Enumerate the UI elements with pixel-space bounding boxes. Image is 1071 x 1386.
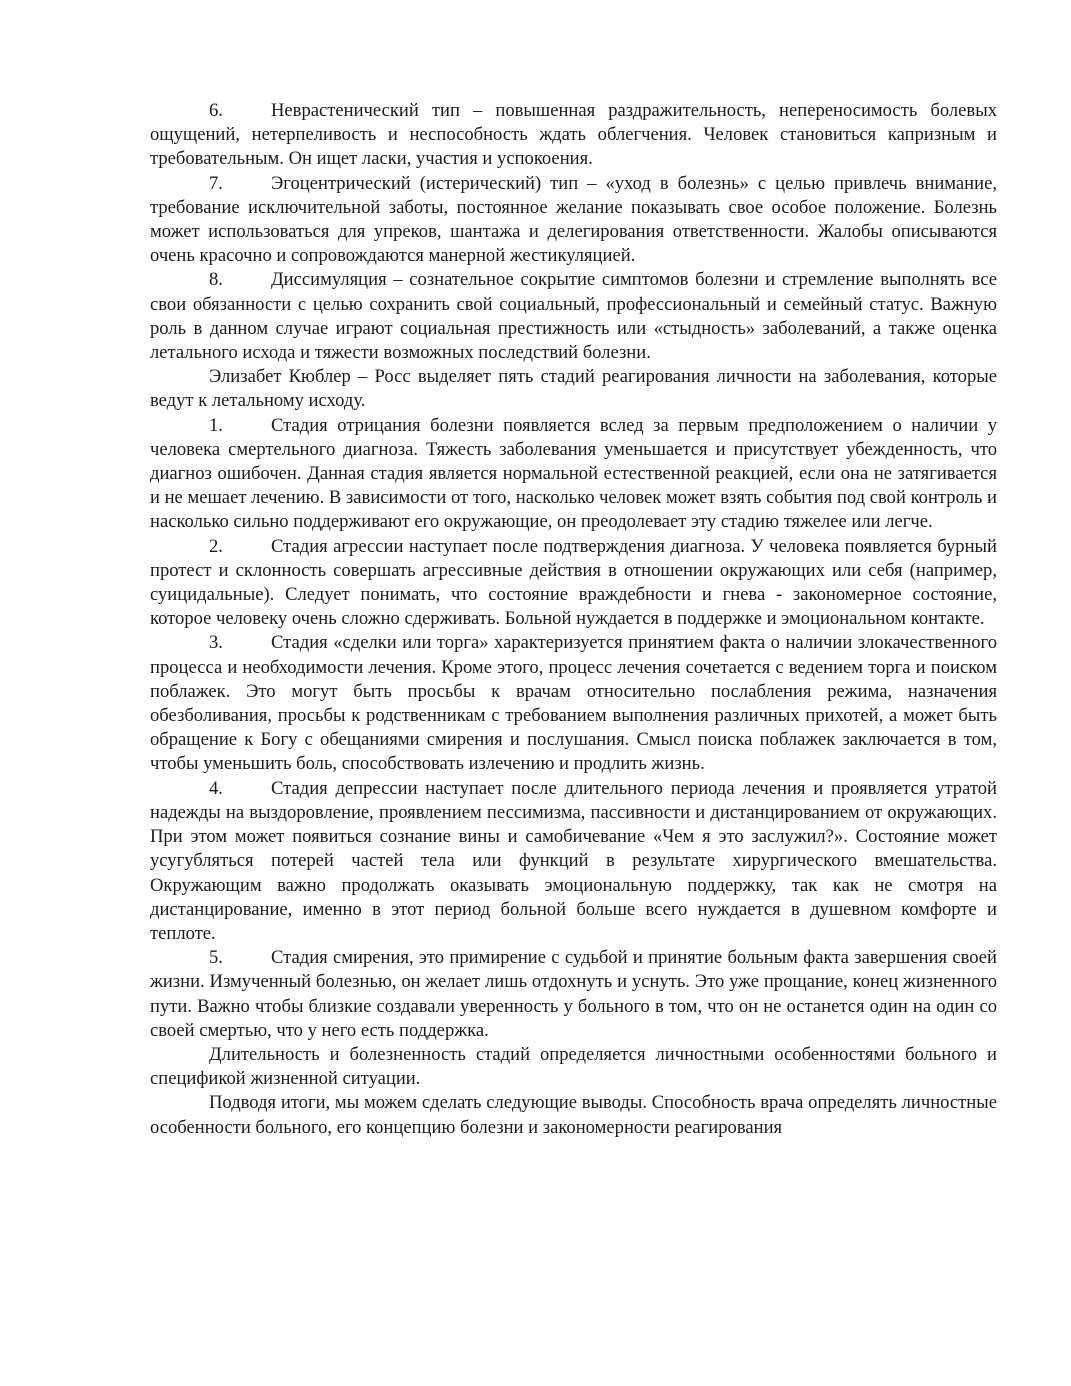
stage-item-5 — [150, 946, 997, 1043]
document-page — [150, 99, 997, 1140]
stage-item-2 — [150, 535, 997, 632]
item-number: 6. — [209, 100, 223, 121]
item-number: 5. — [209, 947, 223, 969]
item-text: Неврастенический тип – повышенная раздражительность, непереносимость болевых ощущений, нетерпеливость и неспособность ждать облегчения. Человек становиться капризным и требовательным. Он ищет ласки, участия и успокоения. — [150, 100, 997, 170]
intro-paragraph: Элизабет Кюблер – Росс выделяет пять стадий реагирования личности на заболевания, которые ведут к летальному исходу. — [150, 366, 997, 412]
item-number: 4. — [209, 777, 223, 799]
conclusion-paragraph: Подводя итоги, мы можем сделать следующие выводы. Способность врача определять личностные особенности больного, его концепцию болезни и закономерности реагирования — [150, 1092, 997, 1138]
duration-paragraph: Длительность и болезненность стадий определяется личностными особенностями больного и спецификой жизненной ситуации. — [150, 1043, 997, 1090]
item-number: 3. — [209, 632, 223, 654]
item-number: 7. — [209, 172, 223, 194]
item-number: 8. — [209, 269, 223, 291]
item-number: 1. — [209, 414, 223, 436]
item-text: Стадия смирения, это примирение с судьбой и принятие больным факта завершения своей жизни. Измученный болезнью, он желает лишь отдохнуть и уснуть. Это уже прощание, конец жизненного пути. Важно чтобы близкие создавали уверенность у больного в том, что он не останется один на один со своей смертью, что у него есть поддержка. — [150, 947, 997, 1041]
item-text: Стадия депрессии наступает после длительного периода лечения и проявляется утратой надежды на выздоровление, проявлением пессимизма, пассивности и дистанцированием от окружающих. При этом может появиться сознание вины и самобичевание «Чем я это заслужил?». Состояние может усугубляться потерей частей тела или функций в результате хирургического вмешательства. Окружающим важно продолжать оказывать эмоциональную поддержку, так как не смотря на дистанцирование, именно в этот период больной больше всего нуждается в душевном комфорте и теплоте. — [150, 777, 997, 944]
type-item-6 — [150, 99, 997, 172]
stage-item-4 — [150, 777, 997, 946]
item-text: Стадия агрессии наступает после подтверждения диагноза. У человека появляется бурный протест и склонность совершать агрессивные действия в отношении окружающих или себя (например, суицидальные). Следует понимать, что состояние враждебности и гнева - закономерное состояние, которое человеку очень сложно сдерживать. Больной нуждается в поддержке и эмоциональном контакте. — [150, 535, 997, 630]
stage-item-1 — [150, 414, 997, 535]
stage-item-3 — [150, 631, 997, 776]
type-item-7 — [150, 172, 997, 269]
item-number: 2. — [209, 535, 223, 557]
item-text: Эгоцентрический (истерический) тип – «уход в болезнь» с целью привлечь внимание, требование исключительной заботы, постоянное желание показывать свое особое положение. Болезнь может использоваться для упреков, шантажа и делегирования ответственности. Жалобы описываются очень красочно и сопровождаются манерной жестикуляцией. — [150, 172, 997, 267]
item-text: Стадия отрицания болезни появляется вслед за первым предположением о наличии у человека смертельного диагноза. Тяжесть заболевания уменьшается и присутствует убежденность, что диагноз ошибочен. Данная стадия является нормальной естественной реакцией, если она не затягивается и не мешает лечению. В зависимости от того, насколько человек может взять события под свой контроль и насколько сильно поддерживают его окружающие, он преодолевает эту стадию тяжелее или легче. — [150, 414, 997, 533]
item-text: Стадия «сделки или торга» характеризуется принятием факта о наличии злокачественного процесса и необходимости лечения. Кроме этого, процесс лечения сочетается с ведением торга и поиском поблажек. Это могут быть просьбы к врачам относительно послабления режима, назначения обезболивания, просьбы к родственникам с требованием выполнения различных прихотей, а может быть обращение к Богу с обещаниями смирения и послушания. Смысл поиска поблажек заключается в том, чтобы уменьшить боль, способствовать излечению и продлить жизнь. — [150, 632, 997, 775]
type-item-8 — [150, 268, 997, 365]
item-text: Диссимуляция – сознательное сокрытие симптомов болезни и стремление выполнять все свои обязанности с целью сохранить свой социальный, профессиональный и семейный статус. Важную роль в данном случае играют социальная престижность или «стыдность» заболеваний, а также оценка летального исхода и тяжести возможных последствий болезни. — [150, 269, 997, 364]
